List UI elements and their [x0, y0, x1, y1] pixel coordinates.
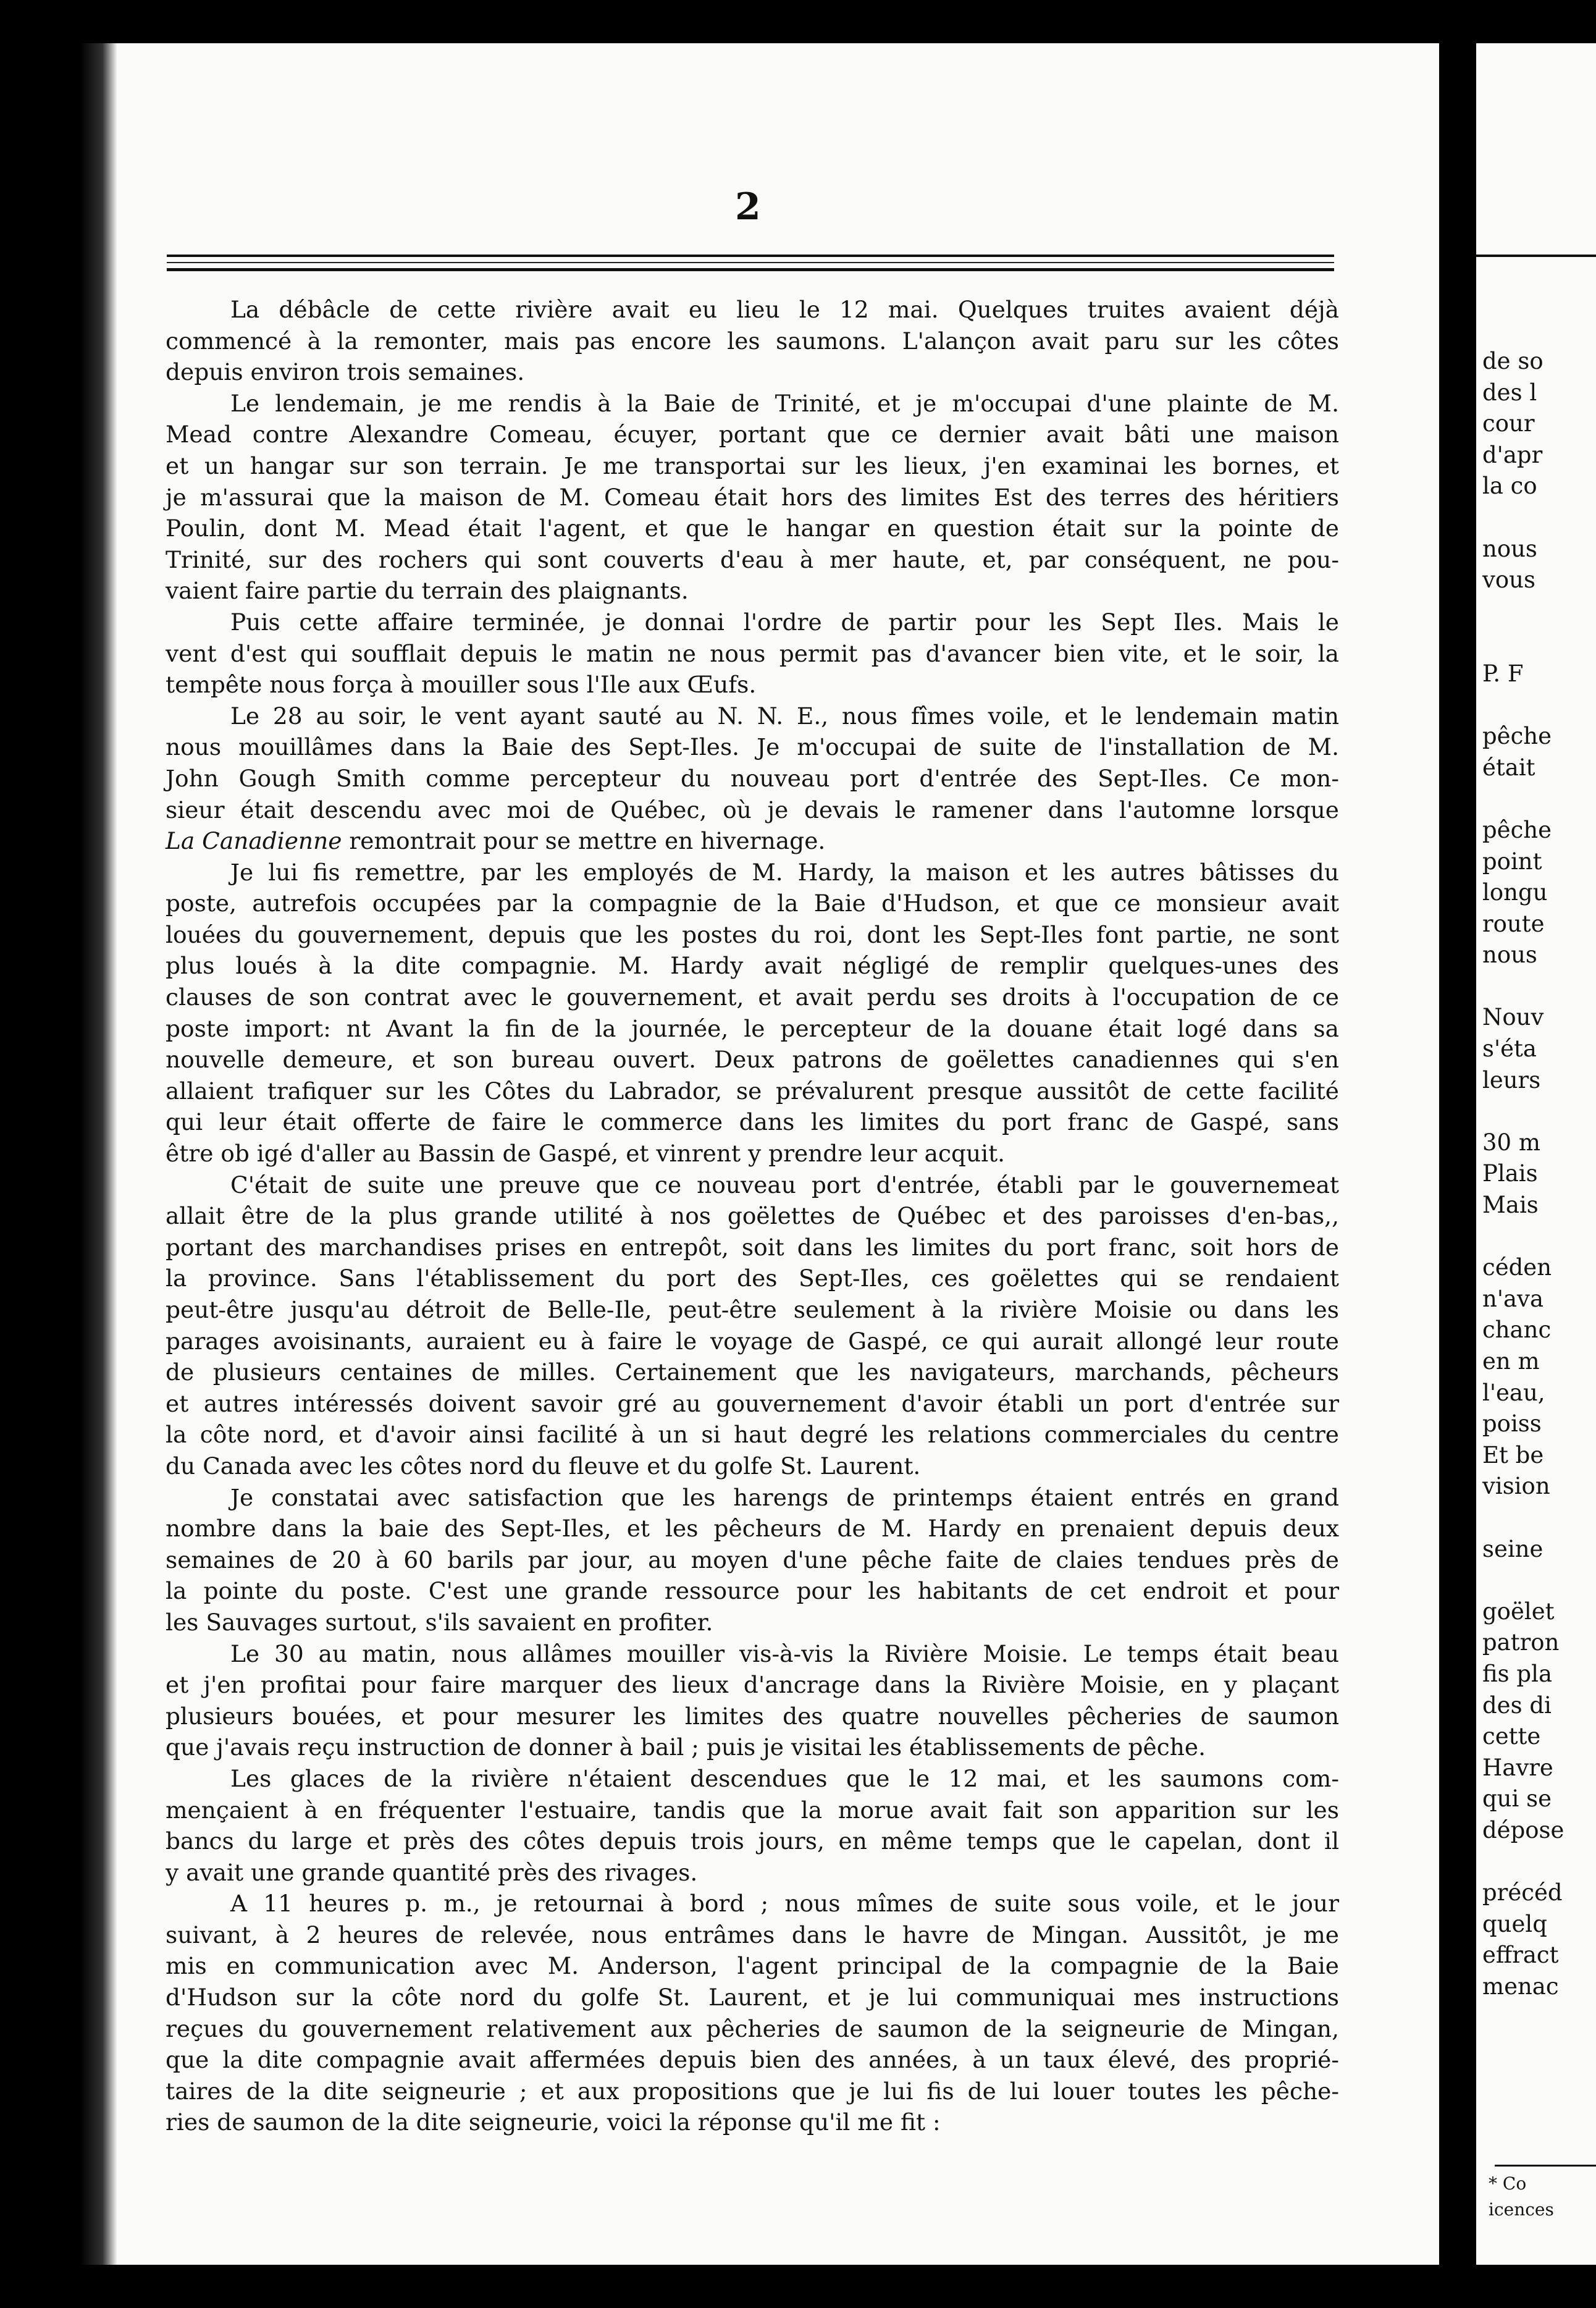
page-number: 2: [735, 185, 761, 229]
text-line: taires de la dite seigneurie ; et aux propositions que je lui fis de lui louer toutes les pêche-: [166, 2077, 1339, 2105]
text-line: La débâcle de cette rivière avait eu lieu le 12 mai. Quelques truites avaient déjà: [230, 296, 1339, 323]
facing-line: [1482, 690, 1596, 722]
text-line: poste import: nt Avant la fin de la journée, le percepteur de la douane était logé dans sa: [166, 1014, 1339, 1042]
text-line: vaient faire partie du terrain des plaignants.: [166, 577, 689, 605]
text-line: Les glaces de la rivière n'étaient descendues que le 12 mai, et les saumons com-: [230, 1764, 1339, 1792]
text-line: A 11 heures p. m., je retournai à bord ; nous mîmes de suite sous voile, et le jour: [230, 1890, 1339, 1918]
facing-line: précéd: [1482, 1879, 1563, 1906]
text-line: reçues du gouvernement relativement aux pêcheries de saumon de la seigneurie de Mingan,: [166, 2015, 1339, 2042]
text-line: Poulin, dont M. Mead était l'agent, et que le hangar en question était sur la pointe de: [166, 515, 1339, 542]
text-line: que la dite compagnie avait affermées depuis bien des années, à un taux élevé, des proprié-: [166, 2046, 1339, 2074]
facing-line: [1482, 1221, 1596, 1253]
text-line: la pointe du poste. C'est une grande ressource pour les habitants de cet endroit et pour: [166, 1577, 1339, 1605]
facing-line: goëlet: [1482, 1598, 1555, 1625]
text-line: allaient trafiquer sur les Côtes du Labrador, se prévalurent presque aussitôt de cette facilité: [166, 1077, 1339, 1105]
facing-line: P. F: [1482, 660, 1524, 687]
facing-line: céden: [1482, 1254, 1552, 1281]
facing-line: [1482, 502, 1596, 534]
facing-line: vision: [1482, 1473, 1550, 1500]
text-line: depuis environ trois semaines.: [166, 358, 525, 386]
facing-line: Plais: [1482, 1160, 1538, 1187]
text-line: semaines de 20 à 60 barils par jour, au moyen d'une pêche faite de claies tendues près de: [166, 1546, 1339, 1573]
text-line: vent d'est qui soufflait depuis le matin ne nous permit pas d'avancer bien vite, et le soir, la: [166, 639, 1339, 667]
text-line: y avait une grande quantité près des rivages.: [166, 1858, 698, 1886]
text-line: Puis cette affaire terminée, je donnai l'ordre de partir pour les Sept Iles. Mais le: [230, 608, 1339, 636]
facing-line: en m: [1482, 1348, 1540, 1375]
facing-line: n'ava: [1482, 1285, 1544, 1312]
text-line: qui leur était offerte de faire le commerce dans les limites du port franc de Gaspé, sans: [166, 1108, 1339, 1136]
facing-line: [1482, 596, 1596, 628]
facing-line: nous: [1482, 535, 1537, 562]
text-line: je m'assurai que la maison de M. Comeau était hors des limites Est des terres des héritiers: [166, 483, 1339, 511]
facing-line: [1482, 627, 1596, 659]
text-line: tempête nous força à mouiller sous l'Ile aux Œufs.: [166, 671, 757, 699]
facing-page-text: [1482, 346, 1596, 2002]
scan-edge: [80, 43, 117, 2265]
facing-line: patron: [1482, 1629, 1560, 1656]
text-line: Je constatai avec satisfaction que les harengs de printemps étaient entrés en grand: [230, 1483, 1339, 1511]
facing-line: Nouv: [1482, 1004, 1544, 1031]
text-line: allait être de la plus grande utilité à nos goëlettes de Québec et des paroisses d'en-bas,,: [166, 1202, 1339, 1230]
facing-footnote-line: icences: [1489, 2199, 1554, 2220]
text-line: John Gough Smith comme percepteur du nouveau port d'entrée des Sept-Iles. Ce mon-: [166, 764, 1339, 792]
text-line: parages avoisinants, auraient eu à faire le voyage de Gaspé, ce qui aurait allongé leur route: [166, 1327, 1339, 1355]
header-rule: [167, 255, 1334, 257]
text-line: et un hangar sur son terrain. Je me transportai sur les lieux, j'en examinai les bornes, et: [166, 452, 1339, 479]
text-line: Le 30 au matin, nous allâmes mouiller vis-à-vis la Rivière Moisie. Le temps était beau: [230, 1640, 1339, 1667]
facing-line: route: [1482, 910, 1545, 937]
text-line: être ob igé d'aller au Bassin de Gaspé, et vinrent y prendre leur acquit.: [166, 1140, 1006, 1168]
text-line: du Canada avec les côtes nord du fleuve et du golfe St. Laurent.: [166, 1452, 921, 1480]
text-line: mençaient à en fréquenter l'estuaire, tandis que la morue avait fait son apparition sur les: [166, 1796, 1339, 1824]
text-line: C'était de suite une preuve que ce nouveau port d'entrée, établi par le gouvernemeat: [230, 1171, 1339, 1198]
facing-line: [1482, 1502, 1596, 1534]
facing-line: seine: [1482, 1535, 1544, 1562]
text-line: poste, autrefois occupées par la compagnie de la Baie d'Hudson, et que ce monsieur avait: [166, 890, 1339, 917]
facing-header-rule: [1476, 255, 1596, 257]
facing-line: 30 m: [1482, 1129, 1540, 1156]
text-line: Trinité, sur des rochers qui sont couverts d'eau à mer haute, et, par conséquent, ne pou-: [166, 545, 1339, 573]
facing-line: [1482, 783, 1596, 815]
facing-line: point: [1482, 848, 1542, 875]
text-line: [166, 825, 1339, 857]
facing-line: des di: [1482, 1691, 1552, 1719]
facing-line: Et be: [1482, 1441, 1544, 1468]
facing-footnote-line: * Co: [1489, 2173, 1527, 2194]
facing-line: Mais: [1482, 1192, 1539, 1219]
text-line: Je lui fis remettre, par les employés de M. Hardy, la maison et les autres bâtisses du: [230, 858, 1339, 886]
text-line: louées du gouvernement, depuis que les postes du roi, dont les Sept-Iles font partie, ne sont: [166, 920, 1339, 948]
text-line: nous mouillâmes dans la Baie des Sept-Iles. Je m'occupai de suite de l'installation de M.: [166, 733, 1339, 761]
text-line: clauses de son contrat avec le gouvernement, et avait perdu ses droits à l'occupation de ce: [166, 983, 1339, 1011]
text-line: suivant, à 2 heures de relevée, nous entrâmes dans le havre de Mingan. Aussitôt, je me: [166, 1921, 1339, 1948]
facing-line: [1482, 971, 1596, 1003]
text-line: peut-être jusqu'au détroit de Belle-Ile, peut-être seulement à la rivière Moisie ou dans les: [166, 1296, 1339, 1323]
facing-line: s'éta: [1482, 1035, 1537, 1063]
facing-footnote: [1489, 2171, 1554, 2223]
text-line: nouvelle demeure, et son bureau ouvert. Deux patrons de goëlettes canadiennes qui s'en: [166, 1046, 1339, 1074]
facing-line: dépose: [1482, 1816, 1564, 1843]
facing-line: était: [1482, 754, 1535, 781]
text-line: la province. Sans l'établissement du port des Sept-Iles, ces goëlettes qui se rendaient: [166, 1265, 1339, 1292]
text-line: plus loués à la dite compagnie. M. Hardy avait négligé de remplir quelques-unes des: [166, 952, 1339, 980]
facing-line: cette: [1482, 1723, 1541, 1750]
text-line: nombre dans la baie des Sept-Iles, et les pêcheurs de M. Hardy en prenaient depuis deux: [166, 1515, 1339, 1543]
facing-line: chanc: [1482, 1316, 1552, 1344]
facing-line: Havre: [1482, 1754, 1553, 1781]
text-line: commencé à la remonter, mais pas encore les saumons. L'alançon avait paru sur les côtes: [166, 327, 1339, 355]
text-line: portant des marchandises prises en entrepôt, soit dans les limites du port franc, soit hors de: [166, 1233, 1339, 1261]
header-rule-thin: [167, 262, 1334, 263]
facing-line: pêche: [1482, 723, 1552, 750]
facing-line: fis pla: [1482, 1660, 1553, 1687]
facing-line: menac: [1482, 1973, 1559, 2000]
facing-line: [1482, 1565, 1596, 1596]
text-line: et j'en profitai pour faire marquer des lieux d'ancrage dans la Rivière Moisie, en y plaçant: [166, 1671, 1339, 1699]
facing-line: l'eau,: [1482, 1379, 1545, 1406]
facing-line: qui se: [1482, 1785, 1552, 1813]
text-line: la côte nord, et d'avoir ainsi facilité à un si haut degré les relations commerciales du centre: [166, 1421, 1339, 1449]
facing-line: quelq: [1482, 1910, 1547, 1937]
text-line: ries de saumon de la dite seigneurie, voici la réponse qu'il me fit :: [166, 2108, 941, 2136]
text-line-rest: remontrait pour se mettre en hivernage.: [342, 827, 826, 855]
text-line: que j'avais reçu instruction de donner à bail ; puis je visitai les établissements de pêche.: [166, 1733, 1206, 1761]
text-line: et autres intéressés doivent savoir gré au gouvernement d'avoir établi un port d'entrée sur: [166, 1389, 1339, 1417]
text-line: plusieurs bouées, et pour mesurer les limites des quatre nouvelles pêcheries de saumon: [166, 1702, 1339, 1730]
header-rule-thick: [167, 268, 1334, 271]
page-gutter: [1439, 0, 1476, 2308]
text-line: mis en communication avec M. Anderson, l'agent principal de la compagnie de la Baie: [166, 1952, 1339, 1980]
text-line: de plusieurs centaines de milles. Certainement que les navigateurs, marchands, pêcheurs: [166, 1358, 1339, 1386]
text-line: Mead contre Alexandre Comeau, écuyer, portant que ce dernier avait bâti une maison: [166, 421, 1339, 449]
text-line: d'Hudson sur la côte nord du golfe St. Laurent, et je lui communiquai mes instructions: [166, 1984, 1339, 2011]
facing-line: nous: [1482, 941, 1537, 969]
text-line: sieur était descendu avec moi de Québec, où je devais le ramener dans l'automne lorsque: [166, 796, 1339, 823]
body-text: [166, 294, 1339, 2138]
facing-line: des l: [1482, 379, 1537, 406]
text-line: Le lendemain, je me rendis à la Baie de Trinité, et je m'occupai d'une plainte de M.: [230, 389, 1339, 417]
facing-line: vous: [1482, 566, 1535, 594]
facing-line: cour: [1482, 410, 1535, 437]
facing-line: la co: [1482, 473, 1537, 500]
facing-line: effract: [1482, 1942, 1559, 1969]
facing-footnote-rule: [1495, 2165, 1596, 2167]
facing-line: d'apr: [1482, 441, 1543, 468]
text-line: les Sauvages surtout, s'ils savaient en profiter.: [166, 1608, 713, 1636]
italic-title: La Canadienne: [166, 827, 342, 855]
facing-line: poiss: [1482, 1410, 1542, 1438]
facing-line: pêche: [1482, 816, 1552, 843]
facing-line: [1482, 1847, 1596, 1878]
facing-line: [1482, 1096, 1596, 1127]
text-line: Le 28 au soir, le vent ayant sauté au N. N. E., nous fîmes voile, et le lendemain matin: [230, 702, 1339, 730]
facing-line: leurs: [1482, 1066, 1541, 1093]
text-line: bancs du large et près des côtes depuis trois jours, en même temps que le capelan, dont il: [166, 1827, 1339, 1855]
facing-line: de so: [1482, 348, 1544, 374]
facing-line: longu: [1482, 879, 1548, 906]
